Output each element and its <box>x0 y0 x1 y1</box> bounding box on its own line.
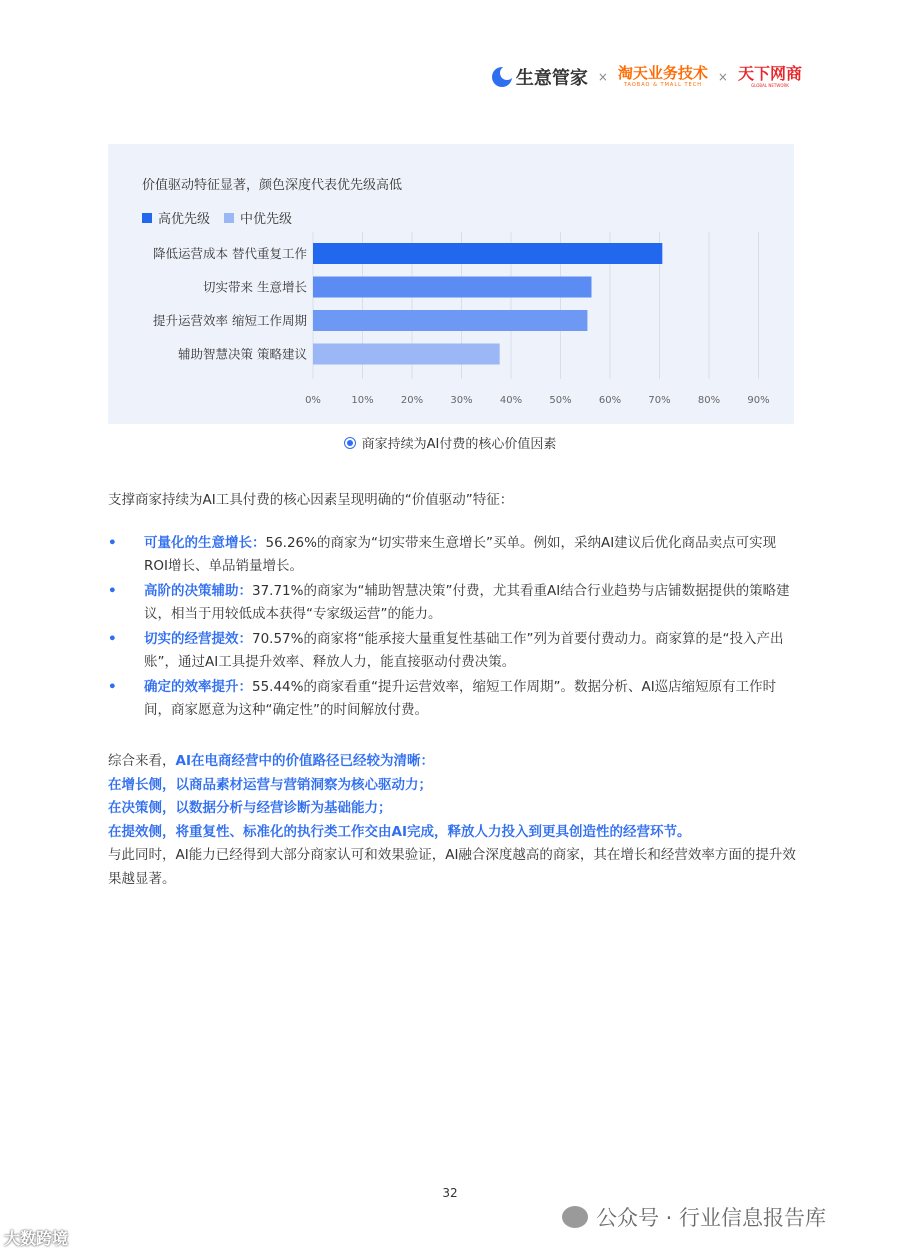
x-tick-label: 60% <box>598 395 622 406</box>
page-number: 32 <box>442 1186 458 1200</box>
logo2-text: 淘天业务技术 <box>617 64 708 82</box>
moon-icon <box>492 67 512 87</box>
list-item <box>108 532 798 578</box>
watermark-corner <box>4 1226 68 1249</box>
bar <box>313 277 591 298</box>
logo3-text: 天下网商 <box>737 64 802 83</box>
chart-card <box>108 144 794 424</box>
summary-line-decision: 在决策侧，以数据分析与经营诊断为基础能力； <box>108 800 392 816</box>
bullet-text: 37.71%的商家为“辅助智慧决策”付费，尤其看重AI结合行业趋势与店铺数据提供的策略建议，相当于用较低成本获得“专家级运营”的能力。 <box>144 583 790 622</box>
chart-caption <box>0 433 900 452</box>
summary-highlight: AI在电商经营中的价值路径已经较为清晰： <box>175 753 434 769</box>
x-tick-label: 90% <box>747 395 770 406</box>
x-tick-label: 20% <box>400 395 424 406</box>
summary-paragraph <box>108 750 808 891</box>
bar <box>313 243 662 264</box>
watermark-right-text: 公众号 · 行业信息报告库 <box>596 1206 827 1230</box>
list-item <box>108 676 798 722</box>
bullet-dot: • <box>108 583 117 599</box>
category-label: 切实带来 生意增长 <box>203 279 307 295</box>
watermark-left-text: 大数跨境 <box>4 1229 69 1248</box>
category-label: 降低运营成本 替代重复工作 <box>153 246 307 261</box>
x-tick-label: 30% <box>450 395 473 406</box>
chart-title: 价值驱动特征显著，颜色深度代表优先级高低 <box>142 178 403 193</box>
list-item <box>108 580 798 626</box>
logo-separator: × <box>717 70 728 84</box>
shengyi-guanjia-logo <box>492 64 588 90</box>
x-tick-label: 80% <box>697 395 721 406</box>
taotian-tech-logo <box>618 66 708 88</box>
x-tick-label: 10% <box>351 395 374 406</box>
x-tick-label: 40% <box>499 395 523 406</box>
bullet-list <box>108 532 798 724</box>
x-tick-label: 70% <box>648 395 671 406</box>
header-logos <box>492 62 802 92</box>
category-label: 辅助智慧决策 策略建议 <box>178 346 307 362</box>
summary-lead: 综合来看， <box>108 753 176 769</box>
bullet-dot: • <box>108 535 117 551</box>
watermark-wechat <box>562 1202 826 1232</box>
bullet-key: 切实的经营提效： <box>144 631 252 647</box>
category-label: 提升运营效率 缩短工作周期 <box>153 313 307 328</box>
summary-line-conclusion: 与此同时，AI能力已经得到大部分商家认可和效果验证，AI融合深度越高的商家，其在增长和经营效率方面的提升效果越显著。 <box>108 847 796 887</box>
legend-label-high: 高优先级 <box>158 212 211 227</box>
x-tick-label: 50% <box>549 395 572 406</box>
wechat-icon <box>562 1206 588 1228</box>
logo3-subtext: GLOBAL NETWORK <box>751 83 789 88</box>
bullet-key: 确定的效率提升： <box>144 679 252 695</box>
bullet-dot: • <box>108 631 117 647</box>
tianxia-wangshang-logo <box>738 66 802 88</box>
summary-line <box>108 750 808 774</box>
x-tick-label: 0% <box>305 395 321 406</box>
logo1-text: 生意管家 <box>515 68 588 89</box>
bullet-text: 56.26%的商家为“切实带来生意增长”买单。例如，采纳AI建议后优化商品卖点可实现ROI增长、单品销量增长。 <box>144 535 777 574</box>
bar-chart <box>108 144 794 424</box>
logo2-subtext: TAOBAO & TMALL TECH <box>623 82 702 88</box>
bullet-key: 高阶的决策辅助： <box>144 583 252 599</box>
intro-paragraph: 支撑商家持续为AI工具付费的核心因素呈现明确的“价值驱动”特征： <box>108 492 514 508</box>
bullet-key: 可量化的生意增长： <box>144 535 266 551</box>
bullet-text: 70.57%的商家将“能承接大量重复性基础工作”列为首要付费动力。商家算的是“投入产出账”，通过AI工具提升效率、释放人力，能直接驱动付费决策。 <box>144 631 784 670</box>
bullet-text: 55.44%的商家看重“提升运营效率，缩短工作周期”。数据分析、AI巡店缩短原有工作时间，商家愿意为这种“确定性”的时间解放付费。 <box>144 679 777 718</box>
chart-caption-text: 商家持续为AI付费的核心价值因素 <box>361 437 557 452</box>
summary-line-efficiency: 在提效侧，将重复性、标准化的执行类工作交由AI完成，释放人力投入到更具创造性的经营环节。 <box>108 823 691 840</box>
logo-separator: × <box>597 70 608 84</box>
bullet-dot: • <box>108 679 117 695</box>
bar <box>313 310 587 331</box>
list-item <box>108 628 798 674</box>
radio-dot-icon <box>344 437 356 449</box>
legend-label-mid: 中优先级 <box>240 212 293 227</box>
bar <box>313 344 500 365</box>
summary-line-growth: 在增长侧，以商品素材运营与营销洞察为核心驱动力； <box>108 776 432 793</box>
